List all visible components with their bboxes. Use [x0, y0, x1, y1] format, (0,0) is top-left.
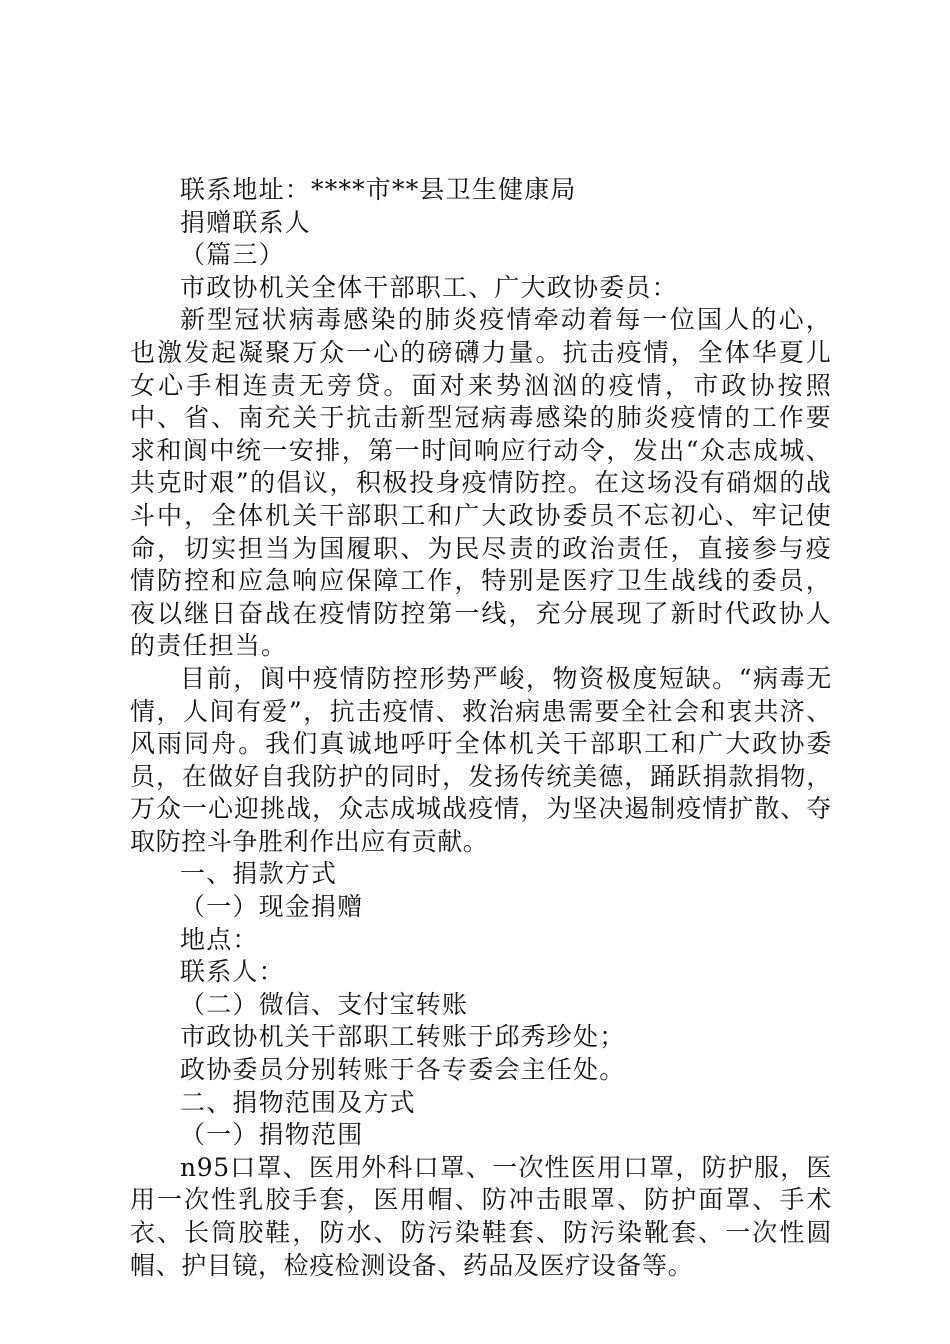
transfer-members-line: 政协委员分别转账于各专委会主任处。: [180, 1055, 626, 1085]
subheading-transfer: （二）微信、支付宝转账: [180, 989, 469, 1019]
heading-donation-methods: 一、捐款方式: [180, 859, 338, 889]
transfer-staff-line: 市政协机关干部职工转账于邱秀珍处；: [180, 1022, 626, 1052]
section-label: （篇三）: [180, 240, 285, 270]
body-paragraph-appeal: 目前，阆中疫情防控形势严峻，物资极度短缺。“病毒无情，人间有爱”，抗击疫情、救治病患需要全社会和衷共济、风雨同舟。我们真诚地呼吁全体机关干部职工和广大政协委员，在做好自我防护的同时，发扬传统美德，踊跃捐款捐物，万众一心迎挑战，众志成城战疫情，为坚决遏制疫情扩散、夺取防控斗争胜利作出应有贡献。: [130, 663, 832, 856]
contact-address: 联系地址：****市**县卫生健康局: [180, 175, 577, 204]
contact-person-line: 联系人：: [180, 957, 285, 987]
heading-goods-scope: 二、捐物范围及方式: [180, 1087, 416, 1117]
document-body: [130, 174, 832, 1282]
donation-contact: 捐赠联系人: [180, 207, 312, 237]
goods-list-paragraph: n95口罩、医用外科口罩、一次性医用口罩，防护服，医用一次性乳胶手套，医用帽、防冲击眼罩、防护面罩、手术衣、长筒胶鞋，防水、防污染鞋套、防污染靴套、一次性圆帽、护目镜，检疫检测设备、药品及医疗设备等。: [130, 1152, 832, 1280]
body-paragraph-intro: 新型冠状病毒感染的肺炎疫情牵动着每一位国人的心，也激发起凝聚万众一心的磅礴力量。抗击疫情，全体华夏儿女心手相连责无旁贷。面对来势汹汹的疫情，市政协按照中、省、南充关于抗击新型冠病毒感染的肺炎疫情的工作要求和阆中统一安排，第一时间响应行动令，发出“众志成城、共克时艰”的倡议，积极投身疫情防控。在这场没有硝烟的战斗中，全体机关干部职工和广大政协委员不忘初心、牢记使命，切实担当为国履职、为民尽责的政治责任，直接参与疫情防控和应急响应保障工作，特别是医疗卫生战线的委员，夜以继日奋战在疫情防控第一线，充分展现了新时代政协人的责任担当。: [130, 305, 832, 661]
subheading-goods-range: （一）捐物范围: [180, 1120, 364, 1150]
salutation: 市政协机关全体干部职工、广大政协委员：: [180, 272, 678, 302]
location-line: 地点：: [180, 924, 259, 954]
subheading-cash: （一）现金捐赠: [180, 892, 364, 922]
